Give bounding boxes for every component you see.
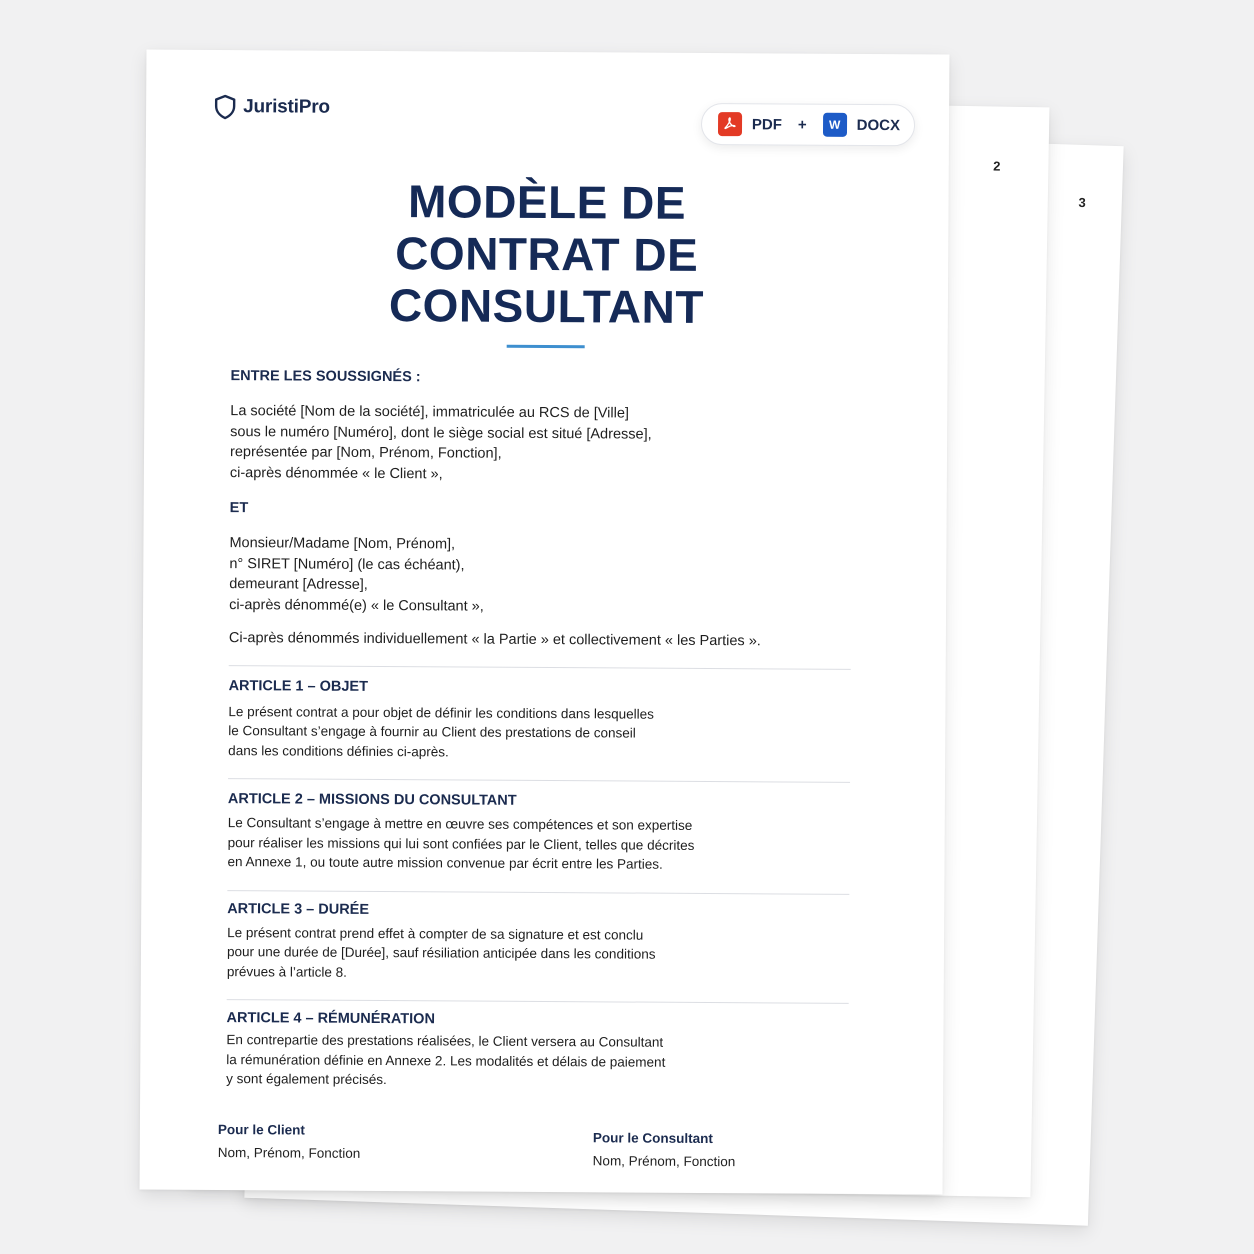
- client-signature-title: Pour le Client: [217, 1122, 305, 1138]
- consultant-signature-sub: Nom, Prénom, Fonction: [592, 1153, 736, 1170]
- word-icon: W: [823, 113, 847, 137]
- consultant-paragraph: Monsieur/Madame [Nom, Prénom], n° SIRET [Numéro] (le cas échéant), demeurant [Adresse], ci-après dénommé(e) « le Consultant »,: [229, 535, 484, 615]
- brand-logo: [214, 94, 330, 121]
- plus-sign: +: [797, 116, 807, 134]
- title-line: CONSULTANT: [388, 279, 705, 333]
- page-number: 3: [1078, 194, 1087, 211]
- document-title: [145, 174, 949, 335]
- client-paragraph: La société [Nom de la société], immatriculée au RCS de [Ville] sous le numéro [Numéro], dont le siège social est situé [Adresse], représentée par [Nom, Prénom, Fonction], ci-après dénommée « le Client »,: [229, 403, 652, 482]
- article-body: En contrepartie des prestations réalisées, le Client versera au Consultant la rémunération définie en Annexe 2. Les modalités et délais de paiement y sont également précisés.: [226, 1032, 666, 1088]
- format-badge: [701, 103, 915, 146]
- article-title: ARTICLE 2 – MISSIONS DU CONSULTANT: [227, 791, 517, 809]
- document-page-1: [140, 50, 950, 1195]
- client-signature-sub: Nom, Prénom, Fonction: [217, 1145, 361, 1161]
- article-title: ARTICLE 4 – RÉMUNÉRATION: [226, 1010, 436, 1028]
- parties-heading: ENTRE LES SOUSSIGNÉS :: [230, 368, 421, 386]
- consultant-signature-block: [593, 1130, 736, 1169]
- title-underline: [507, 345, 585, 348]
- article-title: ARTICLE 3 – DURÉE: [227, 900, 370, 918]
- divider: [227, 999, 849, 1004]
- divider: [229, 665, 851, 670]
- shield-icon: [214, 94, 236, 120]
- article-body: Le présent contrat prend effet à compter de sa signature et est conclu pour une durée de [Durée], sauf résiliation anticipée dans les conditions prévues à l’article 8.: [226, 924, 656, 980]
- docx-label: DOCX: [856, 116, 901, 134]
- and-heading: ET: [229, 500, 249, 517]
- consultant-signature-title: Pour le Consultant: [592, 1130, 713, 1147]
- parties-paragraph: Ci-après dénommés individuellement « la Partie » et collectivement « les Parties ».: [228, 630, 761, 650]
- article-title: ARTICLE 1 – OBJET: [228, 677, 369, 695]
- title-line: MODÈLE DE: [407, 175, 687, 229]
- pdf-label: PDF: [751, 115, 782, 133]
- contract-body: [226, 368, 852, 1092]
- page-number: 2: [993, 158, 1001, 174]
- article-body: Le Consultant s’engage à mettre en œuvre ses compétences et son expertise pour réaliser les missions qui lui sont confiées par le Client, telles que décrites en Annexe 1, ou toute autre mission convenue par écrit entre les Parties.: [227, 815, 695, 872]
- title-line: CONTRAT DE: [395, 227, 699, 281]
- brand-name: JuristiPro: [243, 96, 330, 118]
- divider: [227, 890, 849, 895]
- client-signature-block: [218, 1122, 361, 1161]
- divider: [228, 778, 850, 783]
- article-body: Le présent contrat a pour objet de définir les conditions dans lesquelles le Consultant s’engage à fournir au Client des prestations de conseil dans les conditions définies ci-après.: [228, 703, 655, 759]
- pdf-icon: [718, 112, 742, 136]
